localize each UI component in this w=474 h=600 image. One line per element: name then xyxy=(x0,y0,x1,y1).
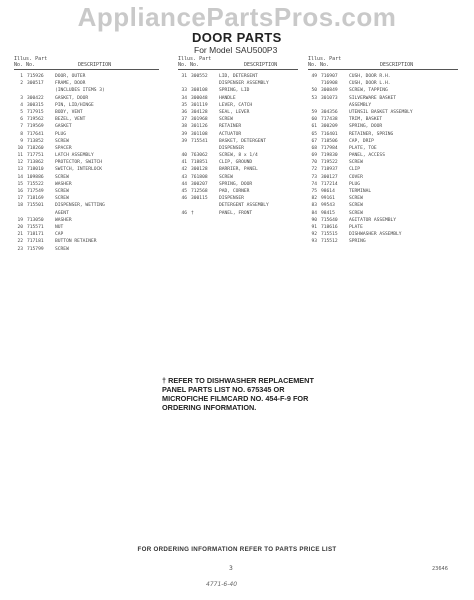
part-number: 715799 xyxy=(27,246,44,252)
illus-number: 15 xyxy=(17,181,23,187)
header-no: No. No. xyxy=(178,62,200,68)
part-number: 715571 xyxy=(27,224,44,230)
parts-row xyxy=(308,87,458,94)
header-illus-part: Illus. Part xyxy=(14,56,48,62)
part-description: LATCH ASSEMBLY xyxy=(55,153,94,159)
part-number: 304128 xyxy=(191,109,208,115)
replacement-panel-note: † REFER TO DISHWASHER REPLACEMENT PANEL PARTS LIST NO. 675345 OR MICROFICHE FILMCARD NO. 454-F-9 FOR ORDERING INFORMATION. xyxy=(162,376,314,412)
parts-row xyxy=(14,231,159,238)
illus-number: 36 xyxy=(181,109,187,115)
part-number: 718171 xyxy=(27,232,44,238)
illus-number: 2 xyxy=(20,81,23,87)
part-description: SPACER xyxy=(55,145,72,151)
part-number: 716908 xyxy=(321,81,338,87)
illus-number: 68 xyxy=(311,145,317,151)
part-description: SPRING xyxy=(349,239,366,245)
page-title: DOOR PARTS xyxy=(192,30,282,45)
part-description: BEZEL, VENT xyxy=(55,117,86,123)
parts-row xyxy=(308,181,458,188)
part-number: 715515 xyxy=(321,232,338,238)
illus-number: 84 xyxy=(311,210,317,216)
subtitle-prefix: For Model xyxy=(194,45,233,55)
parts-row xyxy=(14,181,159,188)
illus-number: 18 xyxy=(17,203,23,209)
part-number: † xyxy=(191,210,194,216)
part-number: 718616 xyxy=(321,224,338,230)
part-number: 300127 xyxy=(321,174,338,180)
illus-number: 7 xyxy=(20,124,23,130)
parts-row xyxy=(308,152,458,159)
parts-column-2 xyxy=(178,56,298,217)
parts-row xyxy=(308,145,458,152)
part-number: 713862 xyxy=(27,160,44,166)
part-number: 718010 xyxy=(27,167,44,173)
part-number: 301126 xyxy=(191,124,208,130)
part-number: 717751 xyxy=(27,153,44,159)
part-description: SWITCH, INTERLOCK xyxy=(55,167,103,173)
parts-row xyxy=(178,159,298,166)
parts-row xyxy=(14,138,159,145)
part-description: WASHER xyxy=(55,181,72,187)
parts-row xyxy=(308,123,458,130)
part-description: SCREW xyxy=(219,117,233,123)
header-description: DESCRIPTION xyxy=(78,62,112,68)
illus-number: 8 xyxy=(20,131,23,137)
part-number: 300422 xyxy=(27,95,44,101)
parts-row xyxy=(178,95,298,102)
part-description: LEVER, CATCH xyxy=(219,102,253,108)
parts-row xyxy=(178,116,298,123)
part-number: 713852 xyxy=(27,138,44,144)
parts-row xyxy=(14,166,159,173)
parts-row xyxy=(178,87,298,94)
part-description: LID, DETERGENT xyxy=(219,74,258,79)
illus-number: 21 xyxy=(17,232,23,238)
illus-number: 49 xyxy=(311,74,317,79)
part-description: SILVERWARE BASKET xyxy=(349,95,397,101)
part-number: 715640 xyxy=(321,217,338,223)
part-number: 300209 xyxy=(321,124,338,130)
parts-row xyxy=(14,109,159,116)
parts-row xyxy=(308,159,458,166)
part-number: 300517 xyxy=(27,81,44,87)
parts-row xyxy=(308,231,458,238)
part-number: 308108 xyxy=(191,88,208,94)
illus-number: 69 xyxy=(311,153,317,159)
parts-row xyxy=(14,145,159,152)
illus-number: 41 xyxy=(181,160,187,166)
illus-number: 44 xyxy=(181,181,187,187)
part-number: 719569 xyxy=(27,124,44,130)
model-subtitle xyxy=(194,45,280,55)
part-description: SCREW xyxy=(219,174,233,180)
part-number: 717984 xyxy=(321,145,338,151)
parts-row xyxy=(14,116,159,123)
parts-row xyxy=(178,123,298,130)
illus-number: 6 xyxy=(20,117,23,123)
part-number: 717641 xyxy=(27,131,44,137)
illus-number: 46 xyxy=(181,210,187,216)
part-number: 715522 xyxy=(27,181,44,187)
illus-number: 12 xyxy=(17,160,23,166)
part-number: 715512 xyxy=(321,239,338,245)
part-description: PLATE, TOE xyxy=(349,145,377,151)
parts-row xyxy=(308,73,458,80)
parts-row xyxy=(14,102,159,109)
parts-row xyxy=(178,109,298,116)
part-description: SPRING, DOOR xyxy=(219,181,253,187)
parts-row xyxy=(178,195,298,202)
parts-row xyxy=(178,152,298,159)
part-number: 718169 xyxy=(27,196,44,202)
illus-number: 67 xyxy=(311,138,317,144)
part-number: 109886 xyxy=(27,174,44,180)
part-number: 761808 xyxy=(191,174,208,180)
illus-number: 61 xyxy=(311,124,317,130)
part-description: DISPENSER xyxy=(219,196,244,202)
illus-number: 20 xyxy=(17,224,23,230)
part-description: ASSEMBLY xyxy=(349,102,372,108)
parts-row xyxy=(178,174,298,181)
parts-row xyxy=(308,188,458,195)
illus-number: 40 xyxy=(181,153,187,159)
part-description: SCREW xyxy=(55,196,69,202)
part-number: 717438 xyxy=(321,117,338,123)
parts-row xyxy=(14,246,159,253)
part-number: 716401 xyxy=(321,131,338,137)
part-number: 98415 xyxy=(321,210,335,216)
part-description: HANDLE xyxy=(219,95,236,101)
illus-number: 59 xyxy=(311,109,317,115)
parts-row xyxy=(178,80,298,87)
parts-row xyxy=(14,238,159,245)
part-number: 717549 xyxy=(27,189,44,194)
part-number: 712568 xyxy=(191,189,208,194)
illus-number: 5 xyxy=(20,109,23,115)
illus-number: 14 xyxy=(17,174,23,180)
part-number: 715541 xyxy=(191,138,208,144)
part-description: PANEL, FRONT xyxy=(219,210,253,216)
part-number: 719522 xyxy=(321,160,338,166)
illus-number: 13 xyxy=(17,167,23,173)
part-description: PROTECTOR, SWITCH xyxy=(55,160,103,166)
part-description: PANEL, ACCESS xyxy=(349,153,385,159)
illus-number: 50 xyxy=(311,88,317,94)
illus-number: 1 xyxy=(20,74,23,79)
part-number: 98614 xyxy=(321,189,335,194)
illus-number: 53 xyxy=(311,95,317,101)
part-number: 301119 xyxy=(191,102,208,108)
illus-number: 19 xyxy=(17,217,23,223)
part-number: 717915 xyxy=(27,109,44,115)
illus-number: 35 xyxy=(181,102,187,108)
part-description: SPRING, LID xyxy=(219,88,250,94)
part-description: CAP xyxy=(55,232,64,238)
illus-number: 38 xyxy=(181,124,187,130)
parts-row xyxy=(14,188,159,195)
header-description: DESCRIPTION xyxy=(380,62,414,68)
part-description: CLIP xyxy=(349,167,361,173)
part-description: GASKET xyxy=(55,124,72,130)
part-description: GASKET, DOOR xyxy=(55,95,89,101)
illus-number: 37 xyxy=(181,117,187,123)
parts-row xyxy=(14,174,159,181)
part-description: BODY, VENT xyxy=(55,109,83,115)
parts-row xyxy=(14,123,159,130)
part-description: (INCLUDES ITEMS 3) xyxy=(55,88,105,94)
parts-row xyxy=(308,224,458,231)
parts-row xyxy=(14,159,159,166)
illus-number: 31 xyxy=(181,74,187,79)
part-description: SCREW xyxy=(55,138,69,144)
illus-number: 11 xyxy=(17,153,23,159)
part-number: 300849 xyxy=(321,88,338,94)
illus-number: 34 xyxy=(181,95,187,101)
parts-row xyxy=(14,224,159,231)
watermark: AppliancePartsPros.com xyxy=(77,2,397,32)
part-number: 718937 xyxy=(321,167,338,173)
illus-number: 93 xyxy=(311,239,317,245)
parts-row xyxy=(178,138,298,145)
column-header xyxy=(308,56,458,70)
parts-row xyxy=(308,102,458,109)
parts-row xyxy=(178,131,298,138)
part-description: AGITATOR ASSEMBLY xyxy=(349,217,397,223)
parts-row xyxy=(14,95,159,102)
part-number: 716907 xyxy=(321,74,338,79)
part-number: 763062 xyxy=(191,153,208,159)
illus-number: 16 xyxy=(17,189,23,194)
header-no: No. No. xyxy=(308,62,330,68)
part-description: SCREW, TAPPING xyxy=(349,88,388,94)
illus-number: 17 xyxy=(17,196,23,202)
part-number: 301108 xyxy=(191,131,208,137)
parts-row xyxy=(178,202,298,209)
part-number: 300315 xyxy=(27,102,44,108)
part-description: SEAL, LEVER xyxy=(219,109,250,115)
parts-row xyxy=(14,210,159,217)
part-number: 715501 xyxy=(27,203,44,209)
part-number: 301968 xyxy=(191,117,208,123)
header-illus-part: Illus. Part xyxy=(308,56,342,62)
part-description: BUTTON RETAINER xyxy=(55,239,97,245)
part-description: SCREW, 8 x 1/4 xyxy=(219,153,258,159)
illus-number: 9 xyxy=(20,138,23,144)
illus-number: 42 xyxy=(181,167,187,173)
parts-row xyxy=(178,145,298,152)
part-number: 719830 xyxy=(321,153,338,159)
part-number: 304356 xyxy=(321,109,338,115)
parts-row xyxy=(14,87,159,94)
part-description: DISPENSER ASSEMBLY xyxy=(219,81,269,87)
ordering-footer: FOR ORDERING INFORMATION REFER TO PARTS PRICE LIST xyxy=(137,546,337,553)
parts-row xyxy=(178,166,298,173)
parts-row xyxy=(178,102,298,109)
part-description: BASKET, DETERGENT xyxy=(219,138,267,144)
part-number: 301073 xyxy=(321,95,338,101)
part-description: SCREW xyxy=(349,196,363,202)
part-description: SCREW xyxy=(55,189,69,194)
illus-number: 91 xyxy=(311,224,317,230)
illus-number: 22 xyxy=(17,239,23,245)
parts-row xyxy=(308,174,458,181)
illus-number: 33 xyxy=(181,88,187,94)
part-number: 717214 xyxy=(321,181,338,187)
parts-row xyxy=(308,95,458,102)
parts-row xyxy=(308,210,458,217)
parts-row xyxy=(308,195,458,202)
part-description: FRAME, DOOR xyxy=(55,81,86,87)
document-number: 23646 xyxy=(432,566,448,572)
part-number: 719562 xyxy=(27,117,44,123)
part-number: 300048 xyxy=(191,95,208,101)
parts-row xyxy=(308,238,458,245)
illus-number: 73 xyxy=(311,174,317,180)
illus-number: 39 xyxy=(181,131,187,137)
page-number: 3 xyxy=(229,565,233,572)
parts-row xyxy=(14,80,159,87)
parts-row xyxy=(14,195,159,202)
illus-number: 43 xyxy=(181,174,187,180)
illus-number: 75 xyxy=(311,189,317,194)
header-no: No. No. xyxy=(14,62,36,68)
part-description: BARRIER, PANEL xyxy=(219,167,258,173)
part-description: SCREW xyxy=(349,203,363,209)
part-description: SCREW xyxy=(349,160,363,166)
parts-row xyxy=(308,138,458,145)
part-number: 718506 xyxy=(321,138,338,144)
header-illus-part: Illus. Part xyxy=(178,56,212,62)
parts-row xyxy=(308,166,458,173)
illus-number: 39 xyxy=(181,138,187,144)
part-description: DOOR, OUTER xyxy=(55,74,86,79)
parts-row xyxy=(308,80,458,87)
parts-row xyxy=(178,210,298,217)
part-description: SCREW xyxy=(349,210,363,216)
part-description: CUSH, DOOR R.H. xyxy=(349,74,391,79)
part-number: 713050 xyxy=(27,217,44,223)
parts-row xyxy=(178,73,298,80)
illus-number: 74 xyxy=(311,181,317,187)
part-description: AGENT xyxy=(55,210,69,216)
part-number: 300115 xyxy=(191,196,208,202)
part-number: 300128 xyxy=(191,167,208,173)
parts-row xyxy=(14,131,159,138)
model-number: SAU500P3 xyxy=(235,45,278,55)
parts-row xyxy=(14,152,159,159)
illus-number: 65 xyxy=(311,131,317,137)
part-description: DISPENSER, WETTING xyxy=(55,203,105,209)
illus-number: 3 xyxy=(20,95,23,101)
parts-row xyxy=(178,188,298,195)
parts-row xyxy=(14,202,159,209)
parts-row xyxy=(14,217,159,224)
illus-number: 45 xyxy=(181,189,187,194)
part-description: COVER xyxy=(349,174,363,180)
part-number: 99543 xyxy=(321,203,335,209)
part-description: DISPENSER xyxy=(219,145,244,151)
parts-column-1 xyxy=(14,56,159,253)
part-description: CUSH, DOOR L.H. xyxy=(349,81,391,87)
part-description: RETAINER xyxy=(219,124,242,130)
illus-number: 83 xyxy=(311,203,317,209)
part-number: 300552 xyxy=(191,74,208,79)
part-description: PLATE xyxy=(349,224,363,230)
part-description: DETERGENT ASSEMBLY xyxy=(219,203,269,209)
illus-number: 72 xyxy=(311,167,317,173)
part-number: 300207 xyxy=(191,181,208,187)
part-number: 715926 xyxy=(27,74,44,79)
header-description: DESCRIPTION xyxy=(244,62,278,68)
illus-number: 92 xyxy=(311,232,317,238)
part-description: UTENSIL BASKET ASSEMBLY xyxy=(349,109,413,115)
parts-column-3 xyxy=(308,56,458,246)
handwritten-mark: 4771-6-40 xyxy=(206,581,238,588)
parts-row xyxy=(308,131,458,138)
parts-row xyxy=(178,181,298,188)
part-description: CAP, DRIP xyxy=(349,138,374,144)
part-number: 718851 xyxy=(191,160,208,166)
column-header xyxy=(14,56,159,70)
part-description: WASHER xyxy=(55,217,72,223)
part-description: CLIP, GROUND xyxy=(219,160,253,166)
part-description: NUT xyxy=(55,224,64,230)
parts-row xyxy=(308,109,458,116)
illus-number: 90 xyxy=(311,217,317,223)
part-description: SCREW xyxy=(55,246,69,252)
illus-number: 23 xyxy=(17,246,23,252)
illus-number: 60 xyxy=(311,117,317,123)
part-number: 717181 xyxy=(27,239,44,245)
part-description: PAD, CORNER xyxy=(219,189,250,194)
part-description: PLUG xyxy=(55,131,67,137)
illus-number: 10 xyxy=(17,145,23,151)
part-description: PIN, LID/HINGE xyxy=(55,102,94,108)
column-header xyxy=(178,56,298,70)
part-description: ACTUATOR xyxy=(219,131,242,137)
part-description: RETAINER, SPRING xyxy=(349,131,394,137)
parts-row xyxy=(308,116,458,123)
part-number: 99161 xyxy=(321,196,335,202)
illus-number: 70 xyxy=(311,160,317,166)
part-description: SPRING, DOOR xyxy=(349,124,383,130)
parts-row xyxy=(14,73,159,80)
illus-number: 46 xyxy=(181,196,187,202)
part-description: SCREW xyxy=(55,174,69,180)
part-description: DISHWASHER ASSEMBLY xyxy=(349,232,402,238)
parts-row xyxy=(308,202,458,209)
part-number: 718260 xyxy=(27,145,44,151)
part-description: PLUG xyxy=(349,181,361,187)
part-description: TRIM, BASKET xyxy=(349,117,383,123)
parts-row xyxy=(308,217,458,224)
illus-number: 4 xyxy=(20,102,23,108)
part-description: TERMINAL xyxy=(349,189,372,194)
illus-number: 82 xyxy=(311,196,317,202)
